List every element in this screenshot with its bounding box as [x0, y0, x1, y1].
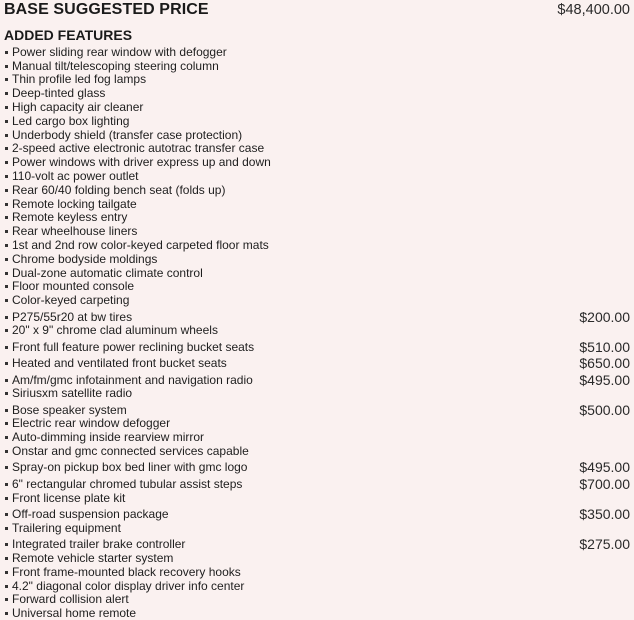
feature-name: Color-keyed carpeting: [12, 293, 130, 308]
feature-label-group: [4, 294, 129, 307]
base-price-value: $48,400.00: [557, 2, 630, 18]
feature-label-group: [4, 253, 157, 266]
square-bullet-icon: [5, 316, 8, 319]
square-bullet-icon: [5, 497, 8, 500]
square-bullet-icon: [5, 392, 8, 395]
added-features-heading: ADDED FEATURES: [4, 27, 133, 43]
feature-row: [4, 266, 630, 280]
feature-label-group: [4, 607, 136, 620]
square-bullet-icon: [5, 272, 8, 275]
feature-row: [4, 211, 630, 225]
feature-label-group: [4, 508, 169, 521]
feature-row: [4, 86, 630, 100]
square-bullet-icon: [5, 175, 8, 178]
feature-price: $510.00: [579, 338, 630, 355]
feature-label-group: [4, 324, 218, 337]
square-bullet-icon: [5, 571, 8, 574]
feature-row: [4, 224, 630, 238]
feature-name: Manual tilt/telescoping steering column: [12, 58, 219, 73]
feature-name: High capacity air cleaner: [12, 99, 144, 114]
square-bullet-icon: [5, 216, 8, 219]
feature-row: [4, 417, 630, 431]
feature-row: [4, 535, 630, 551]
feature-price: $500.00: [579, 401, 630, 418]
feature-name: 4.2" diagonal color display driver info center: [12, 578, 245, 593]
feature-label-group: [4, 101, 143, 114]
square-bullet-icon: [5, 513, 8, 516]
feature-name: Dual-zone automatic climate control: [12, 265, 203, 280]
feature-row: [4, 505, 630, 521]
feature-name: Onstar and gmc connected services capable: [12, 444, 249, 459]
feature-label-group: [4, 73, 146, 86]
square-bullet-icon: [5, 147, 8, 150]
feature-row: [4, 45, 630, 59]
feature-row: [4, 238, 630, 252]
square-bullet-icon: [5, 78, 8, 81]
feature-name: 6" rectangular chromed tubular assist steps: [12, 476, 243, 491]
feature-name: Forward collision alert: [12, 592, 129, 607]
feature-name: Spray-on pickup box bed liner with gmc logo: [12, 460, 248, 475]
feature-name: Power sliding rear window with defogger: [12, 44, 227, 59]
square-bullet-icon: [5, 598, 8, 601]
feature-price: $200.00: [579, 308, 630, 325]
feature-row: [4, 430, 630, 444]
square-bullet-icon: [5, 450, 8, 453]
feature-label-group: [4, 311, 132, 324]
square-bullet-icon: [5, 612, 8, 615]
feature-row: [4, 370, 630, 386]
feature-label-group: [4, 280, 134, 293]
feature-row: [4, 474, 630, 490]
square-bullet-icon: [5, 230, 8, 233]
square-bullet-icon: [5, 527, 8, 530]
feature-label-group: [4, 115, 129, 128]
feature-row: [4, 444, 630, 458]
feature-label-group: [4, 239, 269, 252]
square-bullet-icon: [5, 585, 8, 588]
feature-name: Bose speaker system: [12, 402, 127, 417]
feature-name: Universal home remote: [12, 606, 137, 620]
feature-label-group: [4, 267, 203, 280]
feature-name: Floor mounted console: [12, 279, 135, 294]
feature-row: [4, 169, 630, 183]
feature-name: Underbody shield (transfer case protection): [12, 127, 243, 142]
feature-label-group: [4, 374, 253, 387]
feature-label-group: [4, 142, 264, 155]
square-bullet-icon: [5, 379, 8, 382]
feature-name: Thin profile led fog lamps: [12, 72, 147, 87]
square-bullet-icon: [5, 203, 8, 206]
square-bullet-icon: [5, 466, 8, 469]
square-bullet-icon: [5, 258, 8, 261]
feature-name: Siriusxm satellite radio: [12, 386, 133, 401]
feature-name: Power windows with driver express up and down: [12, 155, 271, 170]
feature-row: [4, 387, 630, 401]
square-bullet-icon: [5, 346, 8, 349]
square-bullet-icon: [5, 161, 8, 164]
feature-label-group: [4, 552, 173, 565]
square-bullet-icon: [5, 134, 8, 137]
feature-row: [4, 197, 630, 211]
feature-row: [4, 155, 630, 169]
feature-price: $495.00: [579, 371, 630, 388]
feature-row: [4, 565, 630, 579]
feature-name: Am/fm/gmc infotainment and navigation radio: [12, 372, 253, 387]
feature-name: Off-road suspension package: [12, 507, 169, 522]
feature-label-group: [4, 431, 204, 444]
feature-name: Front frame-mounted black recovery hooks: [12, 564, 241, 579]
feature-label-group: [4, 492, 125, 505]
feature-label-group: [4, 593, 129, 606]
square-bullet-icon: [5, 92, 8, 95]
square-bullet-icon: [5, 120, 8, 123]
feature-label-group: [4, 522, 121, 535]
feature-row: [4, 293, 630, 307]
feature-name: Remote vehicle starter system: [12, 551, 174, 566]
square-bullet-icon: [5, 65, 8, 68]
feature-name: Deep-tinted glass: [12, 86, 106, 101]
square-bullet-icon: [5, 557, 8, 560]
feature-name: 2-speed active electronic autotrac transfer case: [12, 141, 265, 156]
feature-label-group: [4, 129, 242, 142]
features-list: [4, 45, 630, 620]
feature-price: $350.00: [579, 506, 630, 523]
feature-label-group: [4, 198, 137, 211]
square-bullet-icon: [5, 543, 8, 546]
feature-name: Front license plate kit: [12, 490, 126, 505]
square-bullet-icon: [5, 189, 8, 192]
feature-price: $495.00: [579, 459, 630, 476]
base-price-row: [4, 0, 630, 20]
feature-label-group: [4, 184, 225, 197]
feature-label-group: [4, 225, 137, 238]
feature-name: 110-volt ac power outlet: [12, 168, 139, 183]
square-bullet-icon: [5, 436, 8, 439]
feature-name: Rear 60/40 folding bench seat (folds up): [12, 182, 226, 197]
feature-row: [4, 354, 630, 370]
square-bullet-icon: [5, 422, 8, 425]
feature-name: Integrated trailer brake controller: [12, 537, 186, 552]
feature-label-group: [4, 170, 139, 183]
feature-row: [4, 142, 630, 156]
feature-name: Front full feature power reclining bucket seats: [12, 339, 255, 354]
feature-name: Led cargo box lighting: [12, 113, 130, 128]
feature-row: [4, 100, 630, 114]
feature-label-group: [4, 417, 170, 430]
feature-name: Rear wheelhouse liners: [12, 224, 138, 239]
feature-price: $650.00: [579, 355, 630, 372]
feature-row: [4, 114, 630, 128]
feature-name: Remote keyless entry: [12, 210, 128, 225]
feature-label-group: [4, 461, 247, 474]
feature-label-group: [4, 211, 127, 224]
feature-row: [4, 606, 630, 620]
feature-label-group: [4, 538, 185, 551]
feature-label-group: [4, 60, 219, 73]
feature-row: [4, 280, 630, 294]
square-bullet-icon: [5, 51, 8, 54]
feature-name: P275/55r20 at bw tires: [12, 309, 133, 324]
feature-row: [4, 252, 630, 266]
feature-label-group: [4, 445, 249, 458]
feature-row: [4, 128, 630, 142]
square-bullet-icon: [5, 106, 8, 109]
feature-label-group: [4, 580, 244, 593]
feature-row: [4, 579, 630, 593]
feature-name: Trailering equipment: [12, 520, 121, 535]
feature-label-group: [4, 404, 127, 417]
feature-row: [4, 521, 630, 535]
feature-name: Remote locking tailgate: [12, 196, 137, 211]
feature-row: [4, 593, 630, 607]
feature-row: [4, 307, 630, 323]
feature-label-group: [4, 156, 271, 169]
feature-name: Electric rear window defogger: [12, 416, 171, 431]
square-bullet-icon: [5, 483, 8, 486]
feature-row: [4, 183, 630, 197]
feature-row: [4, 324, 630, 338]
feature-label-group: [4, 478, 242, 491]
feature-name: 1st and 2nd row color-keyed carpeted floor mats: [12, 237, 269, 252]
feature-label-group: [4, 341, 254, 354]
feature-label-group: [4, 387, 132, 400]
square-bullet-icon: [5, 362, 8, 365]
feature-row: [4, 73, 630, 87]
square-bullet-icon: [5, 329, 8, 332]
feature-label-group: [4, 566, 241, 579]
feature-label-group: [4, 357, 227, 370]
feature-price: $275.00: [579, 536, 630, 553]
feature-row: [4, 458, 630, 474]
square-bullet-icon: [5, 285, 8, 288]
feature-name: Heated and ventilated front bucket seats: [12, 356, 227, 371]
feature-name: 20" x 9" chrome clad aluminum wheels: [12, 323, 218, 338]
feature-label-group: [4, 46, 227, 59]
feature-name: Auto-dimming inside rearview mirror: [12, 430, 205, 445]
feature-row: [4, 337, 630, 353]
feature-name: Chrome bodyside moldings: [12, 251, 158, 266]
square-bullet-icon: [5, 244, 8, 247]
feature-row: [4, 551, 630, 565]
square-bullet-icon: [5, 299, 8, 302]
feature-price: $700.00: [579, 475, 630, 492]
base-price-title: BASE SUGGESTED PRICE: [4, 1, 209, 18]
feature-row: [4, 400, 630, 416]
square-bullet-icon: [5, 409, 8, 412]
feature-row: [4, 491, 630, 505]
feature-label-group: [4, 87, 105, 100]
feature-row: [4, 59, 630, 73]
